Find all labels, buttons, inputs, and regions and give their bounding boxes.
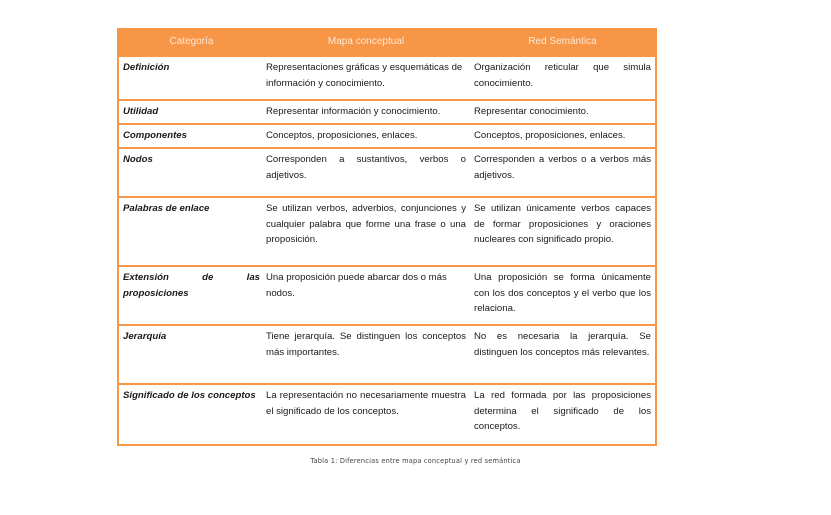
comparison-table: [117, 28, 657, 446]
row-category: Nodos: [123, 154, 153, 165]
row-red: Conceptos, proposiciones, enlaces.: [474, 130, 626, 141]
row-category: Definición: [123, 62, 170, 73]
row-red: Se utilizan únicamente verbos capaces de formar proposiciones y oraciones nucleares con significado propio.: [474, 203, 651, 245]
row-red: Organización reticular que simula conocimiento.: [474, 62, 651, 89]
row-category: Palabras de enlace: [123, 203, 210, 214]
row-mapa: Se utilizan verbos, adverbios, conjunciones y cualquier palabra que forme una frase o una proposición.: [266, 203, 466, 245]
table-row: [119, 265, 655, 324]
row-category: Extensión de las proposiciones: [123, 272, 260, 299]
row-red: La red formada por las proposiciones determina el significado de los conceptos.: [474, 390, 651, 432]
row-mapa: Conceptos, proposiciones, enlaces.: [266, 130, 418, 141]
row-mapa: Representar información y conocimiento.: [266, 106, 441, 117]
row-red: Una proposición se forma únicamente con los dos conceptos y el verbo que los relaciona.: [474, 272, 651, 314]
table-row: [119, 99, 655, 123]
header-categoria: Categoría: [169, 35, 214, 47]
header-mapa-conceptual: Mapa conceptual: [327, 35, 405, 47]
row-mapa: Corresponden a sustantivos, verbos o adjetivos.: [266, 154, 466, 181]
row-mapa: La representación no necesariamente muestra el significado de los conceptos.: [266, 390, 466, 417]
row-mapa: Representaciones gráficas y esquemáticas de información y conocimiento.: [266, 62, 463, 89]
table-row: [119, 383, 655, 444]
row-red: Representar conocimiento.: [474, 106, 589, 117]
row-red: Corresponden a verbos o a verbos más adjetivos.: [474, 154, 651, 181]
table-row: [119, 196, 655, 265]
row-mapa: Tiene jerarquía. Se distinguen los conceptos más importantes.: [266, 331, 466, 358]
row-category: Jerarquía: [123, 331, 167, 342]
table-row: [119, 324, 655, 383]
table-caption: Tabla 1: Diferencias entre mapa conceptual y red semántica: [310, 457, 521, 465]
table-row: [119, 55, 655, 99]
row-red: No es necesaria la jerarquía. Se distinguen los conceptos más relevantes.: [474, 331, 651, 358]
row-category: Componentes: [123, 130, 187, 141]
header-red-semantica: Red Semántica: [528, 35, 597, 47]
row-category: Significado de los conceptos: [123, 390, 256, 401]
row-category: Utilidad: [123, 106, 159, 117]
row-mapa: Una proposición puede abarcar dos o más nodos.: [266, 272, 447, 299]
table-row: [119, 147, 655, 196]
table-row: [119, 123, 655, 147]
table-header-row: [119, 28, 655, 55]
